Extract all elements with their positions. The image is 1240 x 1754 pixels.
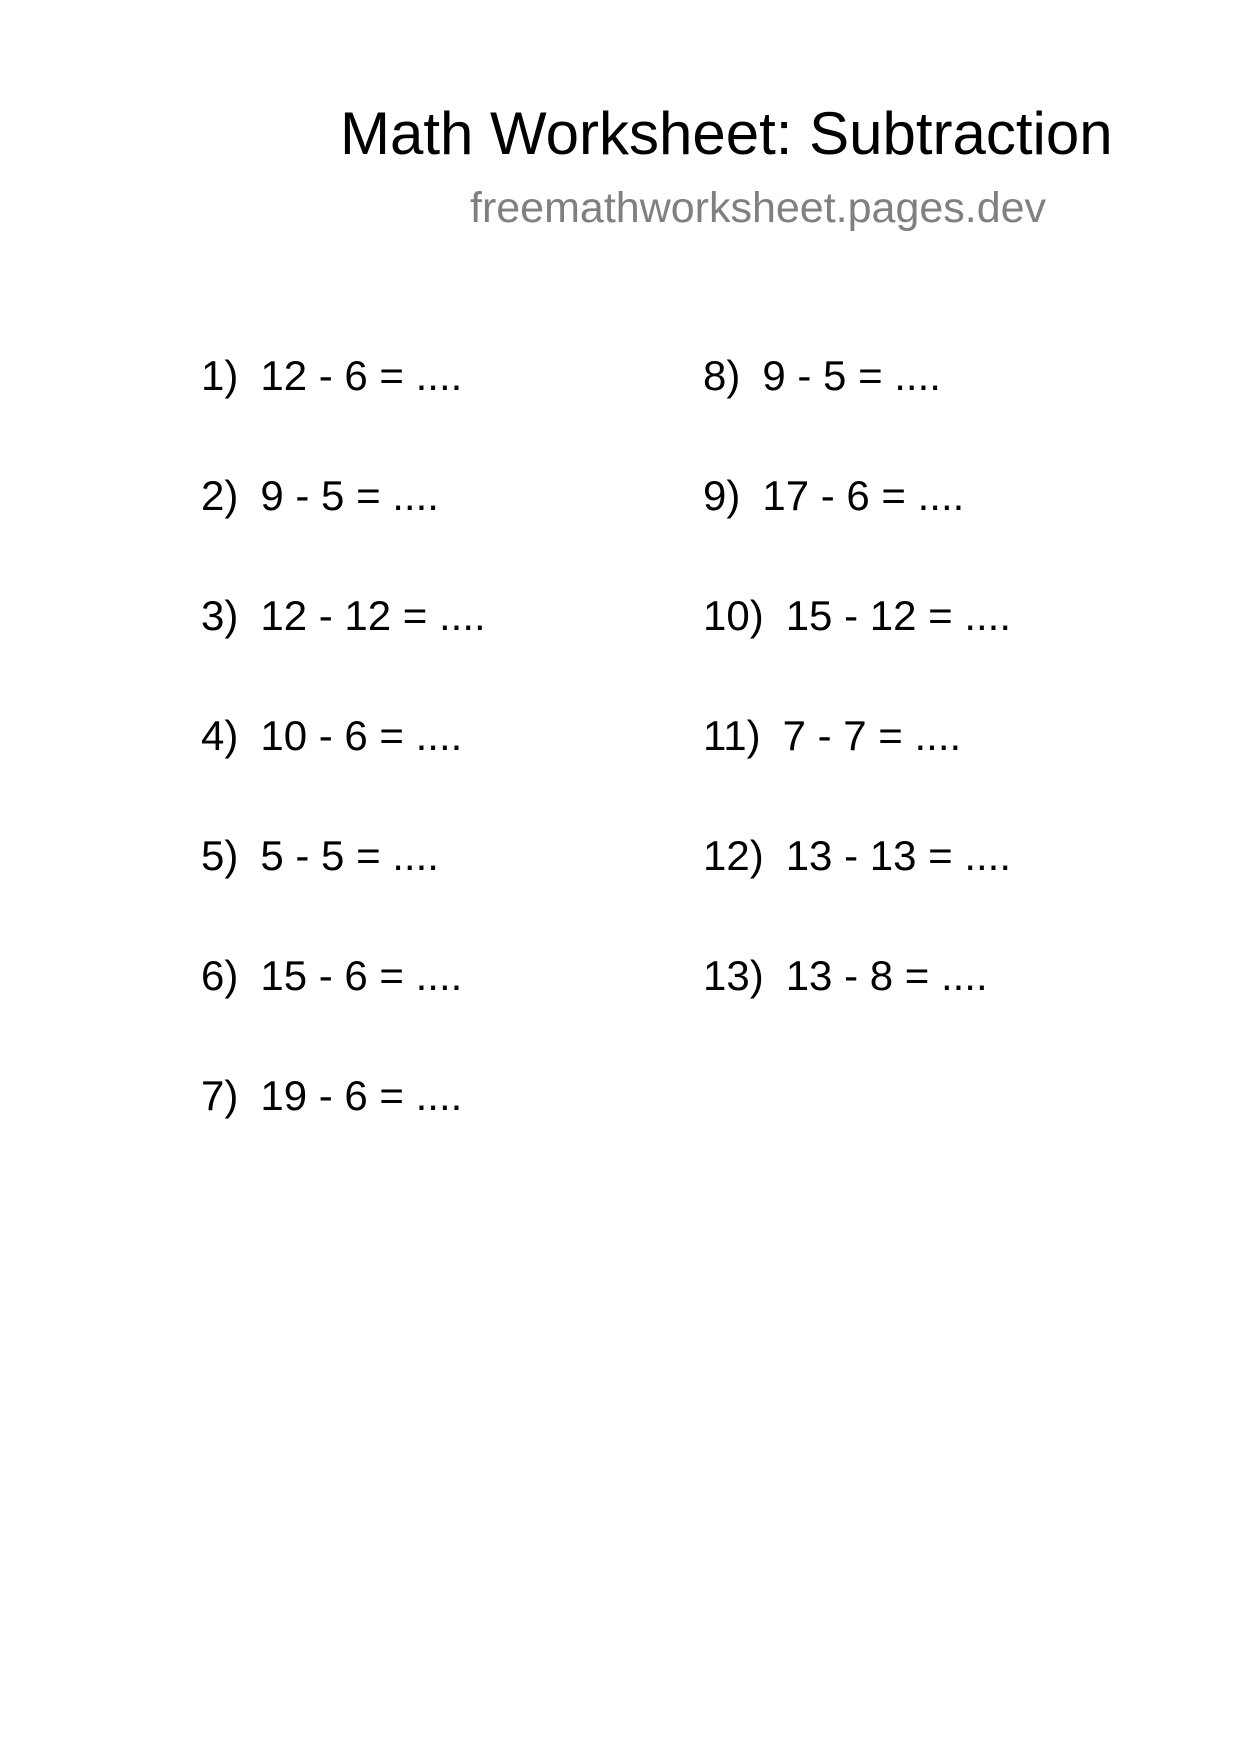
problem-number: 13) [703,952,764,999]
problem-expression: 13 - 13 = .... [785,832,1012,879]
problem-number: 4) [201,712,239,759]
problem-expression: 15 - 12 = .... [785,592,1012,639]
problem-number: 9) [703,472,741,519]
problem-number: 5) [201,832,239,879]
problem-expression: 5 - 5 = .... [260,832,439,879]
problem-number: 10) [703,592,764,639]
problem-item [201,592,681,712]
problem-number: 7) [201,1072,239,1119]
problem-item [201,952,681,1072]
problem-number: 11) [703,712,761,759]
problem-number: 3) [201,592,239,639]
problem-expression: 10 - 6 = .... [260,712,463,759]
problem-item [201,352,681,472]
problem-expression: 15 - 6 = .... [260,952,463,999]
problem-expression: 9 - 5 = .... [260,472,439,519]
problem-column-left [201,352,681,1192]
problem-item [703,952,1203,1072]
problem-item [703,592,1203,712]
problem-item [201,472,681,592]
problem-item [201,712,681,832]
problem-expression: 13 - 8 = .... [785,952,988,999]
problem-number: 8) [703,352,741,399]
problem-number: 6) [201,952,239,999]
problem-expression: 12 - 6 = .... [260,352,463,399]
problem-expression: 17 - 6 = .... [762,472,965,519]
problem-item [703,712,1203,832]
problem-item [703,472,1203,592]
site-url: freemathworksheet.pages.dev [470,184,1047,232]
problem-item [703,352,1203,472]
problem-column-right [703,352,1203,1072]
problem-expression: 9 - 5 = .... [762,352,941,399]
problem-expression: 19 - 6 = .... [260,1072,463,1119]
problem-number: 2) [201,472,239,519]
worksheet-title: Math Worksheet: Subtraction [340,100,1113,167]
problem-item [201,1072,681,1192]
problem-expression: 7 - 7 = .... [782,712,962,759]
problem-item [201,832,681,952]
problem-item [703,832,1203,952]
problem-number: 1) [201,352,239,399]
problem-number: 12) [703,832,764,879]
problem-expression: 12 - 12 = .... [260,592,486,639]
